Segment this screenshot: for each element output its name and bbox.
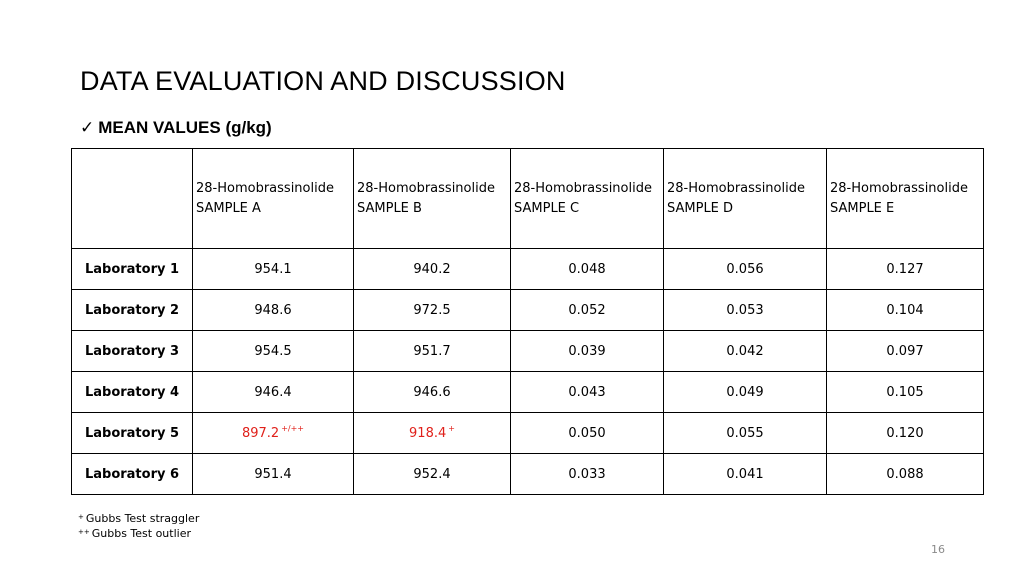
table-row xyxy=(72,413,984,454)
header-compound: 28-Homobrassinolide xyxy=(196,180,334,196)
subtitle-text: MEAN VALUES (g/kg) xyxy=(98,118,272,137)
value-cell: 951.4 xyxy=(193,454,354,495)
value-cell: 0.104 xyxy=(827,290,984,331)
value-cell: 0.041 xyxy=(664,454,827,495)
header-sample-c xyxy=(511,149,664,249)
lab-label: Laboratory 5 xyxy=(72,413,193,454)
flag-marker: +/++ xyxy=(281,423,305,433)
header-sample: SAMPLE C xyxy=(514,200,580,216)
flagged-value: 918.4 xyxy=(409,425,447,441)
value-cell: 954.1 xyxy=(193,249,354,290)
header-sample: SAMPLE B xyxy=(357,200,422,216)
value-cell: 0.053 xyxy=(664,290,827,331)
header-compound: 28-Homobrassinolide xyxy=(514,180,652,196)
table-row xyxy=(72,454,984,495)
value-cell: 951.7 xyxy=(354,331,511,372)
footnotes xyxy=(78,511,199,541)
flagged-value: 897.2 xyxy=(241,425,280,441)
table-row xyxy=(72,331,984,372)
lab-label: Laboratory 3 xyxy=(72,331,193,372)
header-sample: SAMPLE D xyxy=(667,200,734,216)
header-compound: 28-Homobrassinolide xyxy=(667,180,805,196)
footnote-text: Gubbs Test outlier xyxy=(91,527,191,540)
value-cell: 0.127 xyxy=(827,249,984,290)
footnote-outlier xyxy=(78,526,199,541)
value-cell: 0.048 xyxy=(511,249,664,290)
value-cell: 0.120 xyxy=(827,413,984,454)
value-cell: 0.049 xyxy=(664,372,827,413)
flagged-value-cell xyxy=(193,413,354,454)
lab-label: Laboratory 4 xyxy=(72,372,193,413)
value-cell: 0.105 xyxy=(827,372,984,413)
value-cell: 940.2 xyxy=(354,249,511,290)
table-row xyxy=(72,249,984,290)
value-cell: 946.6 xyxy=(354,372,511,413)
value-cell: 0.050 xyxy=(511,413,664,454)
header-compound: 28-Homobrassinolide xyxy=(357,180,495,196)
header-sample-b xyxy=(354,149,511,249)
value-cell: 0.043 xyxy=(511,372,664,413)
value-cell: 0.056 xyxy=(664,249,827,290)
value-cell: 952.4 xyxy=(354,454,511,495)
lab-label: Laboratory 1 xyxy=(72,249,193,290)
value-cell: 0.055 xyxy=(664,413,827,454)
table-header-row xyxy=(72,149,984,249)
value-cell: 948.6 xyxy=(193,290,354,331)
page-number: 16 xyxy=(931,543,945,556)
header-compound: 28-Homobrassinolide xyxy=(830,180,968,196)
header-sample-e xyxy=(827,149,984,249)
flagged-value-cell xyxy=(354,413,511,454)
value-cell: 954.5 xyxy=(193,331,354,372)
value-cell: 0.088 xyxy=(827,454,984,495)
table-row xyxy=(72,372,984,413)
lab-label: Laboratory 2 xyxy=(72,290,193,331)
mean-values-table xyxy=(71,148,984,495)
value-cell: 946.4 xyxy=(193,372,354,413)
value-cell: 0.039 xyxy=(511,331,664,372)
header-sample-d xyxy=(664,149,827,249)
table-row xyxy=(72,290,984,331)
footnote-straggler xyxy=(78,511,199,526)
value-cell: 0.033 xyxy=(511,454,664,495)
header-empty-cell xyxy=(72,149,193,249)
page-title: DATA EVALUATION AND DISCUSSION xyxy=(80,66,566,96)
value-cell: 972.5 xyxy=(354,290,511,331)
header-sample-a xyxy=(193,149,354,249)
header-sample: SAMPLE E xyxy=(830,200,895,216)
checkmark-icon: ✓ xyxy=(80,118,95,137)
footnote-marker: + xyxy=(78,513,84,521)
value-cell: 0.042 xyxy=(664,331,827,372)
lab-label: Laboratory 6 xyxy=(72,454,193,495)
flag-marker: + xyxy=(448,423,455,433)
footnote-text: Gubbs Test straggler xyxy=(85,512,200,525)
value-cell: 0.052 xyxy=(511,290,664,331)
value-cell: 0.097 xyxy=(827,331,984,372)
header-sample: SAMPLE A xyxy=(196,200,261,216)
subtitle xyxy=(80,118,272,138)
footnote-marker: ++ xyxy=(78,528,90,536)
